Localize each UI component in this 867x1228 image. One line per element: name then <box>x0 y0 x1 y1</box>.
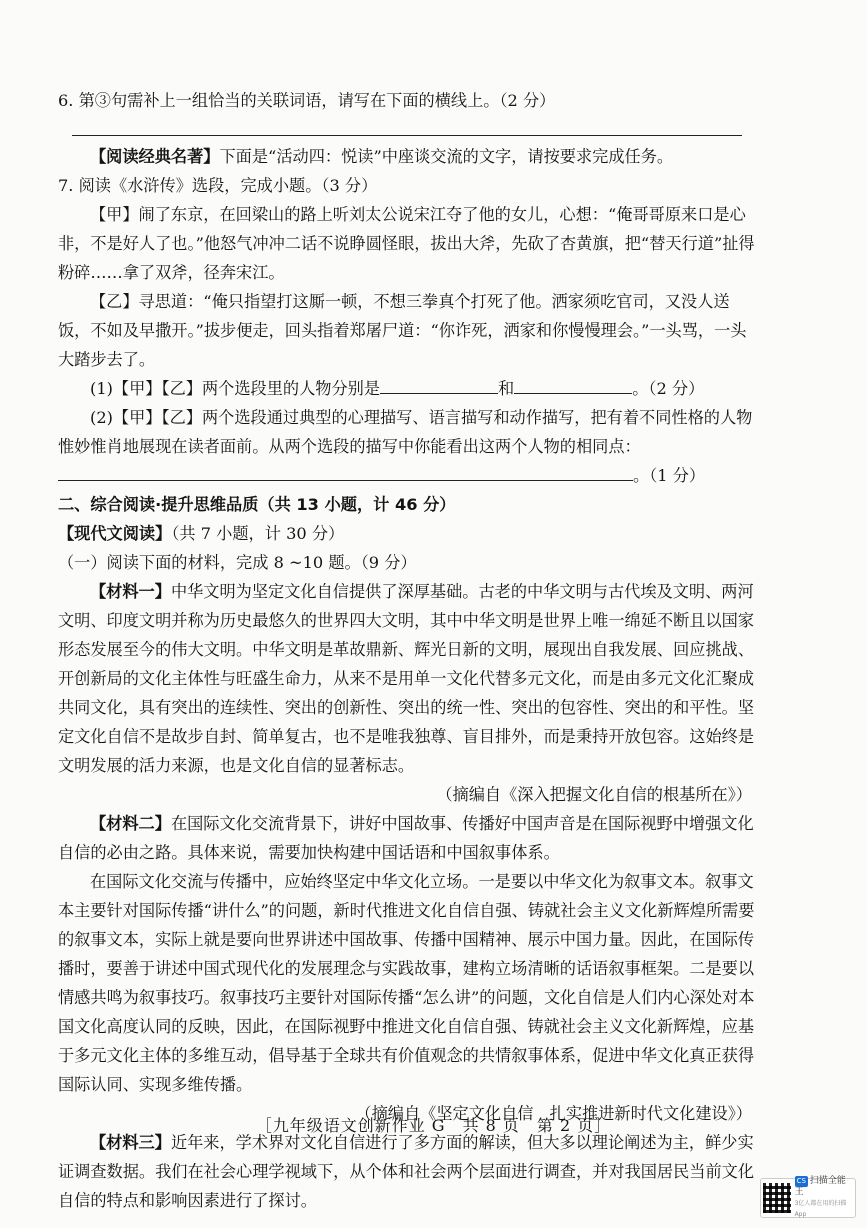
exam-page <box>58 86 758 1215</box>
scanner-watermark <box>760 1178 856 1218</box>
question-7-sub2: (2)【甲】【乙】两个选段通过典型的心理描写、语言描写和动作描写，把有着不同性格的人物惟妙惟肖地展现在读者面前。从两个选段的描写中你能看出这两个人物的相同点： 。（1 分） <box>58 408 753 485</box>
material-2-source: （摘编自《坚定文化自信 扎实推进新时代文化建设》） <box>355 1104 752 1123</box>
classics-intro: 【阅读经典名著】下面是“活动四：悦读”中座谈交流的文字，请按要求完成任务。 <box>90 147 674 166</box>
answer-blank-7-2[interactable] <box>58 464 633 481</box>
page-footer: ［九年级语文创新作业 G 共 8 页 第 2 页］ <box>255 1116 612 1135</box>
material-1: 【材料一】中华文明为坚定文化自信提供了深厚基础。古老的中华文明与古代埃及文明、两河文明、印度文明并称为历史最悠久的世界四大文明，其中中华文明是世界上唯一绵延不断且以国家形态发展至今的伟大文明。中华文明是革故鼎新、辉光日新的文明，展现出自我发展、回应挑战、开创新局的文化主体性与旺盛生命力，从来不是用单一文化代替多元文化，而是由多元文化汇聚成共同文化，具有突出的连续性、突出的创新性、突出的统一性、突出的包容性、突出的和平性。坚定文化自信不是故步自封、简单复古，也不是唯我独尊、盲目排外，而是秉持开放包容。这始终是文明发展的活力来源，也是文化自信的显著标志。 <box>58 582 755 775</box>
part-1-instruction: （一）阅读下面的材料，完成 8 ~10 题。（9 分） <box>58 553 417 572</box>
excerpt-yi: 【乙】寻思道：“俺只指望打这厮一顿，不想三拳真个打死了他。洒家须吃官司，又没人送饭，不如及早撒开。”拔步便走，回头指着郑屠尸道：“你诈死，洒家和你慢慢理会。”一头骂，一头大踏步去了。 <box>58 292 747 369</box>
classics-tag: 【阅读经典名著】 <box>90 147 220 166</box>
excerpt-jia: 【甲】闹了东京，在回梁山的路上听刘太公说宋江夺了他的女儿，心想：“俺哥哥原来口是心非，不是好人了也。”他怒气冲冲二话不说睁圆怪眼，拔出大斧，先砍了杏黄旗，把“替天行道”扯得粉碎……拿了双斧，径奔宋江。 <box>58 205 755 282</box>
answer-line-6[interactable] <box>72 121 742 136</box>
camscanner-logo-icon: CS <box>796 1177 806 1185</box>
material-1-source: （摘编自《深入把握文化自信的根基所在》） <box>436 785 752 804</box>
question-6: 6. 第③句需补上一组恰当的关联词语，请写在下面的横线上。（2 分） <box>58 91 556 110</box>
material-3: 【材料三】近年来，学术界对文化自信进行了多方面的解读，但大多以理论阐述为主，鲜少实证调查数据。我们在社会心理学视域下，从个体和社会两个层面进行调查，并对我国居民当前文化自信的特点和影响因素进行了探讨。 <box>58 1133 755 1210</box>
material-2-para-2: 在国际文化交流与传播中，应始终坚定中华文化立场。一是要以中华文化为叙事文本。叙事文本主要针对国际传播“讲什么”的问题，新时代推进文化自信自强、铸就社会主义文化新辉煌所需要的叙事文本，实际上就是要向世界讲述中国故事、传播中国精神、展示中国力量。因此，在国际传播时，要善于讲述中国式现代化的发展理念与实践故事，建构立场清晰的话语叙事框架。二是要以情感共鸣为叙事技巧。叙事技巧主要针对国际传播“怎么讲”的问题，文化自信是人们内心深处对本国文化高度认同的反映，因此，在国际视野中推进文化自信自强、铸就社会主义文化新辉煌，应基于多元文化主体的多维互动，倡导基于全球共有价值观念的共情叙事体系，促进中华文化真正获得国际认同、实现多维传播。 <box>58 872 755 1094</box>
answer-blank-7-1a[interactable] <box>380 377 498 394</box>
section-2-heading: 二、综合阅读·提升思维品质（共 13 小题，计 46 分） <box>58 495 456 514</box>
question-7-sub1: (1)【甲】【乙】两个选段里的人物分别是 和 。（2 分） <box>90 379 705 398</box>
question-7-title: 7. 阅读《水浒传》选段，完成小题。（3 分） <box>58 176 378 195</box>
material-2-para-1: 【材料二】在国际文化交流背景下，讲好中国故事、传播好中国声音是在国际视野中增强文化自信的必由之路。具体来说，需要加快构建中国话语和中国叙事体系。 <box>58 814 754 862</box>
scanner-label: CS 扫描全能王 3亿人都在用的扫描App <box>794 1176 847 1218</box>
qr-code-icon <box>763 1183 791 1213</box>
answer-blank-7-1b[interactable] <box>514 377 632 394</box>
modern-reading-heading: 【现代文阅读】（共 7 小题，计 30 分） <box>58 524 345 543</box>
